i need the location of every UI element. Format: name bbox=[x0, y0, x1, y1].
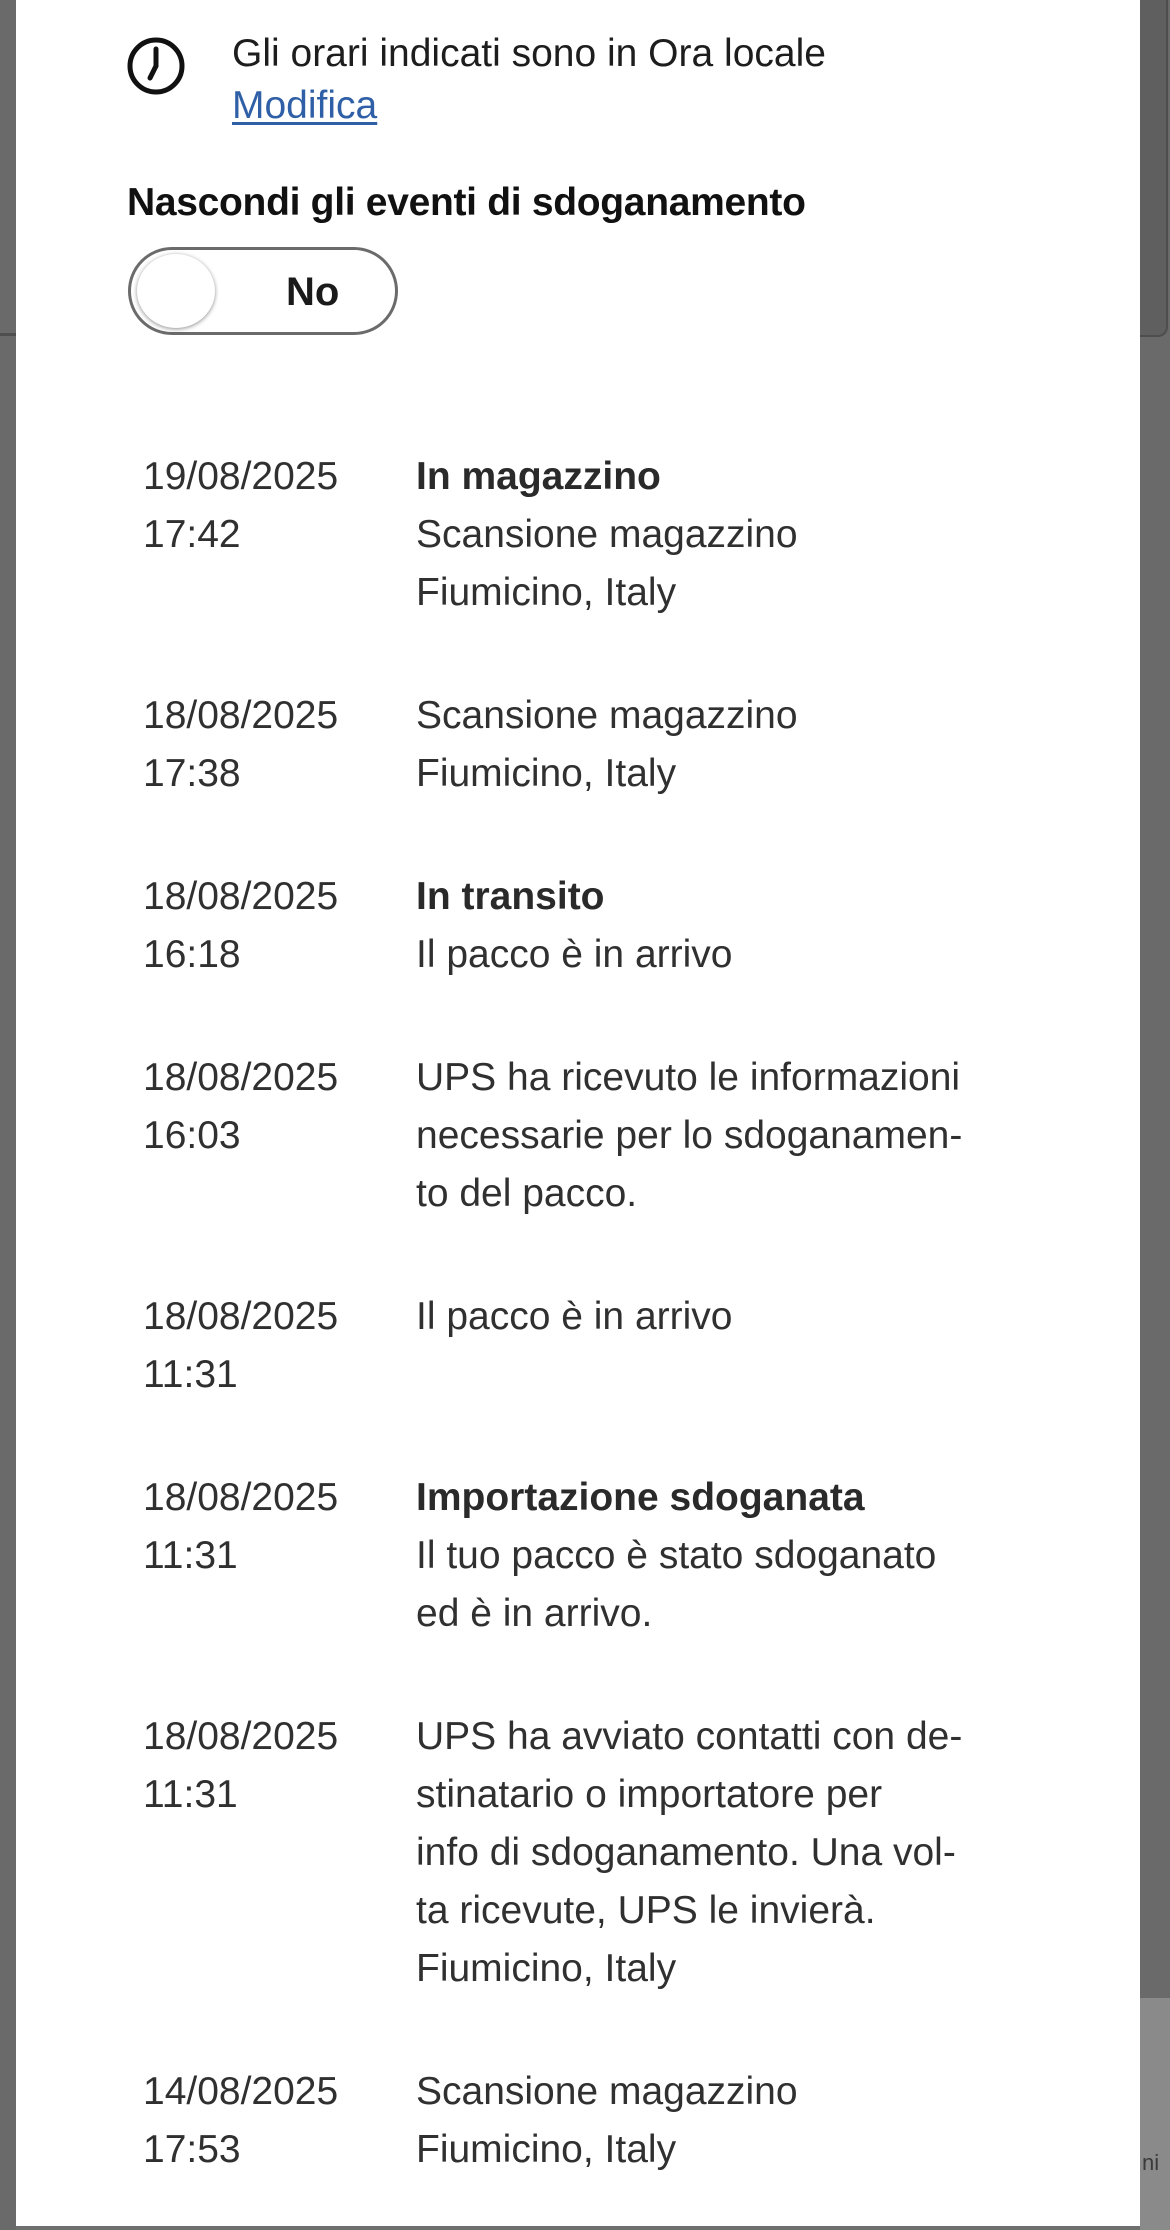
event-detail-line: info di sdoganamento. Una vol- bbox=[416, 1831, 956, 1874]
tracking-history-panel bbox=[16, 0, 1140, 2226]
event-datetime bbox=[143, 2063, 416, 2179]
event-detail-line: Il pacco è in arrivo bbox=[416, 1295, 733, 1338]
timezone-message: Gli orari indicati sono in Ora locale bbox=[232, 32, 826, 75]
event-detail-line: stinatario o importatore per bbox=[416, 1773, 883, 1816]
backdrop-right bbox=[1140, 0, 1170, 2230]
tracking-event-row bbox=[143, 1708, 1043, 1998]
event-time: 16:03 bbox=[143, 1114, 241, 1157]
event-detail-line: necessarie per lo sdoganamen- bbox=[416, 1114, 963, 1157]
timezone-notice bbox=[126, 28, 826, 132]
event-detail-line: Scansione magazzino bbox=[416, 694, 798, 737]
toggle-knob[interactable] bbox=[137, 254, 215, 328]
event-time: 11:31 bbox=[143, 1353, 238, 1396]
hide-customs-events-toggle[interactable] bbox=[128, 247, 398, 335]
hide-customs-events-label: Nascondi gli eventi di sdoganamento bbox=[127, 181, 806, 224]
event-time: 11:31 bbox=[143, 1773, 238, 1816]
event-time: 17:53 bbox=[143, 2128, 241, 2171]
event-datetime bbox=[143, 687, 416, 803]
event-description bbox=[416, 868, 1036, 984]
event-datetime bbox=[143, 868, 416, 984]
event-time: 17:38 bbox=[143, 752, 241, 795]
event-date: 18/08/2025 bbox=[143, 1295, 339, 1338]
tracking-event-row bbox=[143, 1049, 1043, 1223]
event-date: 14/08/2025 bbox=[143, 2070, 339, 2113]
backdrop-divider bbox=[0, 333, 16, 336]
event-date: 18/08/2025 bbox=[143, 1476, 339, 1519]
event-time: 17:42 bbox=[143, 513, 241, 556]
event-description bbox=[416, 1469, 1036, 1643]
timezone-text-block bbox=[232, 28, 826, 132]
event-detail-line: Il pacco è in arrivo bbox=[416, 933, 733, 976]
tracking-event-row bbox=[143, 1288, 1043, 1404]
event-detail-line: UPS ha ricevuto le informazioni bbox=[416, 1056, 961, 1099]
backdrop-card bbox=[1140, 0, 1168, 337]
tracking-event-row bbox=[143, 868, 1043, 984]
event-detail-line: ta ricevute, UPS le invierà. bbox=[416, 1889, 876, 1932]
event-detail-line: Fiumicino, Italy bbox=[416, 752, 677, 795]
tracking-events-list bbox=[143, 448, 1043, 2226]
event-datetime bbox=[143, 1708, 416, 1998]
event-status: In magazzino bbox=[416, 455, 661, 498]
backdrop-card-lower bbox=[1140, 1998, 1170, 2230]
event-status: Importazione sdoganata bbox=[416, 1476, 865, 1519]
event-status: In transito bbox=[416, 875, 605, 918]
event-description bbox=[416, 1288, 1036, 1404]
event-detail-line: ed è in arrivo. bbox=[416, 1592, 653, 1635]
backdrop-left bbox=[0, 0, 16, 2230]
event-date: 18/08/2025 bbox=[143, 875, 339, 918]
event-description bbox=[416, 1708, 1036, 1998]
event-detail-line: Scansione magazzino bbox=[416, 513, 798, 556]
event-description bbox=[416, 687, 1036, 803]
event-description bbox=[416, 448, 1036, 622]
event-date: 18/08/2025 bbox=[143, 1715, 339, 1758]
event-datetime bbox=[143, 1049, 416, 1223]
event-date: 18/08/2025 bbox=[143, 694, 339, 737]
tracking-event-row bbox=[143, 687, 1043, 803]
backdrop-text: ni bbox=[1142, 2150, 1160, 2175]
event-time: 16:18 bbox=[143, 933, 241, 976]
tracking-event-row bbox=[143, 1469, 1043, 1643]
event-time: 11:31 bbox=[143, 1534, 238, 1577]
event-date: 19/08/2025 bbox=[143, 455, 339, 498]
event-description bbox=[416, 1049, 1036, 1223]
event-detail-line: Fiumicino, Italy bbox=[416, 1947, 677, 1990]
event-datetime bbox=[143, 1469, 416, 1643]
event-detail-line: Fiumicino, Italy bbox=[416, 571, 677, 614]
clock-icon bbox=[126, 36, 186, 96]
event-detail-line: Il tuo pacco è stato sdoganato bbox=[416, 1534, 937, 1577]
tracking-event-row bbox=[143, 2063, 1043, 2179]
event-datetime bbox=[143, 448, 416, 622]
toggle-value: No bbox=[286, 270, 340, 314]
tracking-event-row bbox=[143, 448, 1043, 622]
event-detail-line: to del pacco. bbox=[416, 1172, 638, 1215]
event-detail-line: Fiumicino, Italy bbox=[416, 2128, 677, 2171]
event-detail-line: UPS ha avviato contatti con de- bbox=[416, 1715, 963, 1758]
edit-timezone-link[interactable]: Modifica bbox=[232, 84, 378, 127]
event-description bbox=[416, 2063, 1036, 2179]
event-detail-line: Scansione magazzino bbox=[416, 2070, 798, 2113]
event-datetime bbox=[143, 1288, 416, 1404]
event-date: 18/08/2025 bbox=[143, 1056, 339, 1099]
